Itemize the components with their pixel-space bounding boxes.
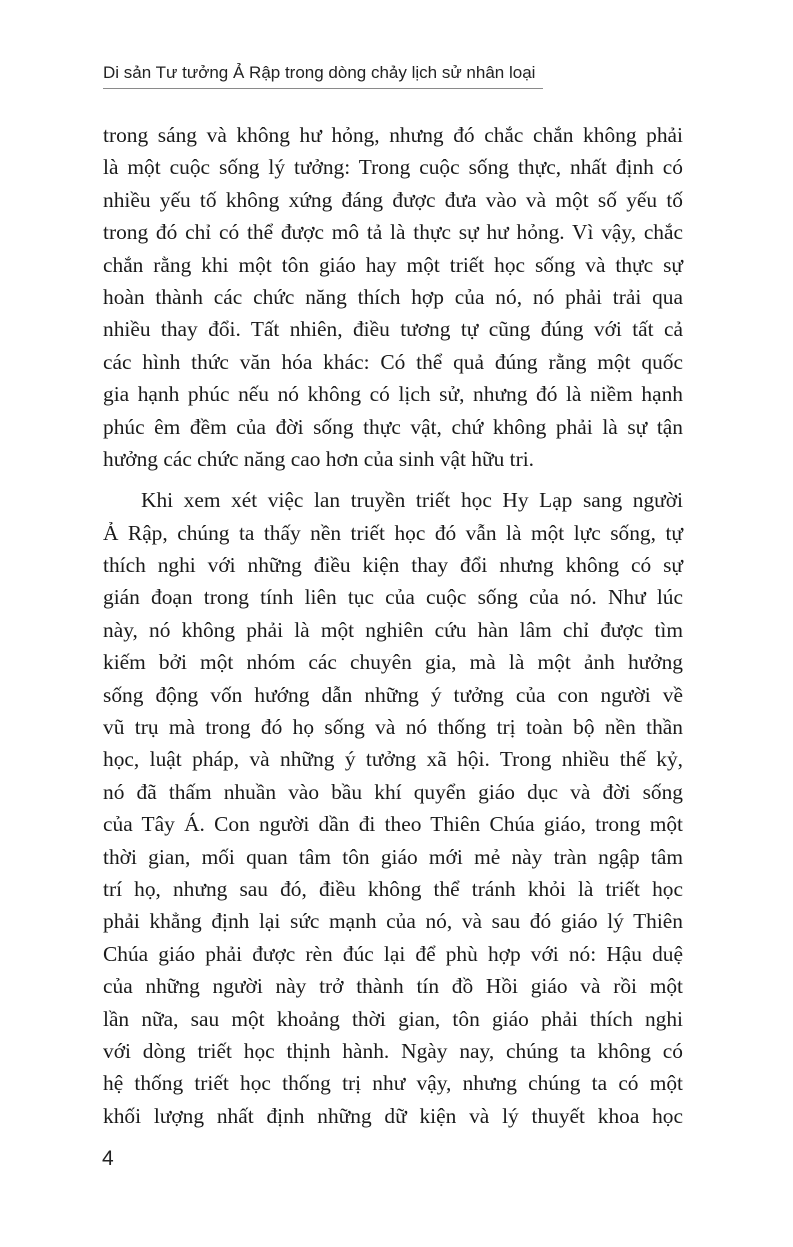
text-line: phúc êm đềm của đời sống thực vật, chứ không phải là sự tận	[103, 414, 683, 439]
text-line: là một cuộc sống lý tưởng: Trong cuộc sống thực, nhất định có	[103, 155, 683, 180]
text-line: của Tây Á. Con người dần đi theo Thiên Chúa giáo, trong một	[103, 812, 683, 837]
text-line: gián đoạn trong tính liên tục của cuộc sống của nó. Như lúc	[103, 585, 683, 610]
text-line: nhiều yếu tố không xứng đáng được đưa vào và một số yếu tố	[103, 187, 683, 212]
text-line: thời gian, mối quan tâm tôn giáo mới mẻ này tràn ngập tâm	[103, 844, 683, 869]
text-line: chắn rằng khi một tôn giáo hay một triết học sống và thực sự	[103, 252, 683, 277]
text-line: các hình thức văn hóa khác: Có thể quả đúng rằng một quốc	[103, 349, 683, 374]
text-line: Ả Rập, chúng ta thấy nền triết học đó vẫn là một lực sống, tự	[103, 520, 683, 545]
text-line: Chúa giáo phải được rèn đúc lại để phù hợp với nó: Hậu duệ	[103, 941, 683, 966]
text-line: kiếm bởi một nhóm các chuyên gia, mà là một ảnh hưởng	[103, 650, 683, 675]
text-line: lần nữa, sau một khoảng thời gian, tôn giáo phải thích nghi	[103, 1006, 683, 1031]
text-line: phải khẳng định lại sức mạnh của nó, và sau đó giáo lý Thiên	[103, 909, 683, 934]
paragraph-gap	[103, 475, 683, 484]
text-line: này, nó không phải là một nghiên cứu hàn lâm chỉ được tìm	[103, 617, 683, 642]
text-line: gia hạnh phúc nếu nó không có lịch sử, nhưng đó là niềm hạnh	[103, 382, 683, 407]
text-line: sống động vốn hướng dẫn những ý tưởng của con người về	[103, 682, 683, 707]
text-line: của những người này trở thành tín đồ Hồi giáo và rồi một	[103, 974, 683, 999]
running-header: Di sản Tư tưởng Ả Rập trong dòng chảy lịch sử nhân loại	[103, 60, 543, 89]
page-number: 4	[102, 1147, 114, 1170]
body-text	[103, 119, 683, 1132]
text-line: trong sáng và không hư hỏng, nhưng đó chắc chắn không phải	[103, 123, 683, 147]
text-line: Khi xem xét việc lan truyền triết học Hy Lạp sang người	[141, 488, 683, 513]
text-line: hoàn thành các chức năng thích hợp của nó, nó phải trải qua	[103, 284, 683, 309]
text-line: trong đó chỉ có thể được mô tả là thực sự hư hỏng. Vì vậy, chắc	[103, 220, 683, 245]
text-line: hưởng các chức năng cao hơn của sinh vật hữu tri.	[103, 446, 535, 471]
text-line: với dòng triết học thịnh hành. Ngày nay, chúng ta không có	[103, 1038, 683, 1063]
text-line: học, luật pháp, và những ý tưởng xã hội. Trong nhiều thế kỷ,	[103, 747, 683, 772]
text-line: nhiều thay đổi. Tất nhiên, điều tương tự cũng đúng với tất cả	[103, 317, 683, 342]
text-line: hệ thống triết học thống trị như vậy, nhưng chúng ta có một	[103, 1071, 683, 1096]
text-line: nó đã thấm nhuần vào bầu khí quyển giáo dục và đời sống	[103, 779, 683, 804]
text-line: khối lượng nhất định những dữ kiện và lý thuyết khoa học	[103, 1103, 683, 1128]
text-line: thích nghi với những điều kiện thay đổi nhưng không có sự	[103, 553, 683, 578]
text-line: vũ trụ mà trong đó họ sống và nó thống trị toàn bộ nền thần	[103, 715, 683, 740]
text-line: trí họ, nhưng sau đó, điều không thể tránh khỏi là triết học	[103, 876, 683, 901]
